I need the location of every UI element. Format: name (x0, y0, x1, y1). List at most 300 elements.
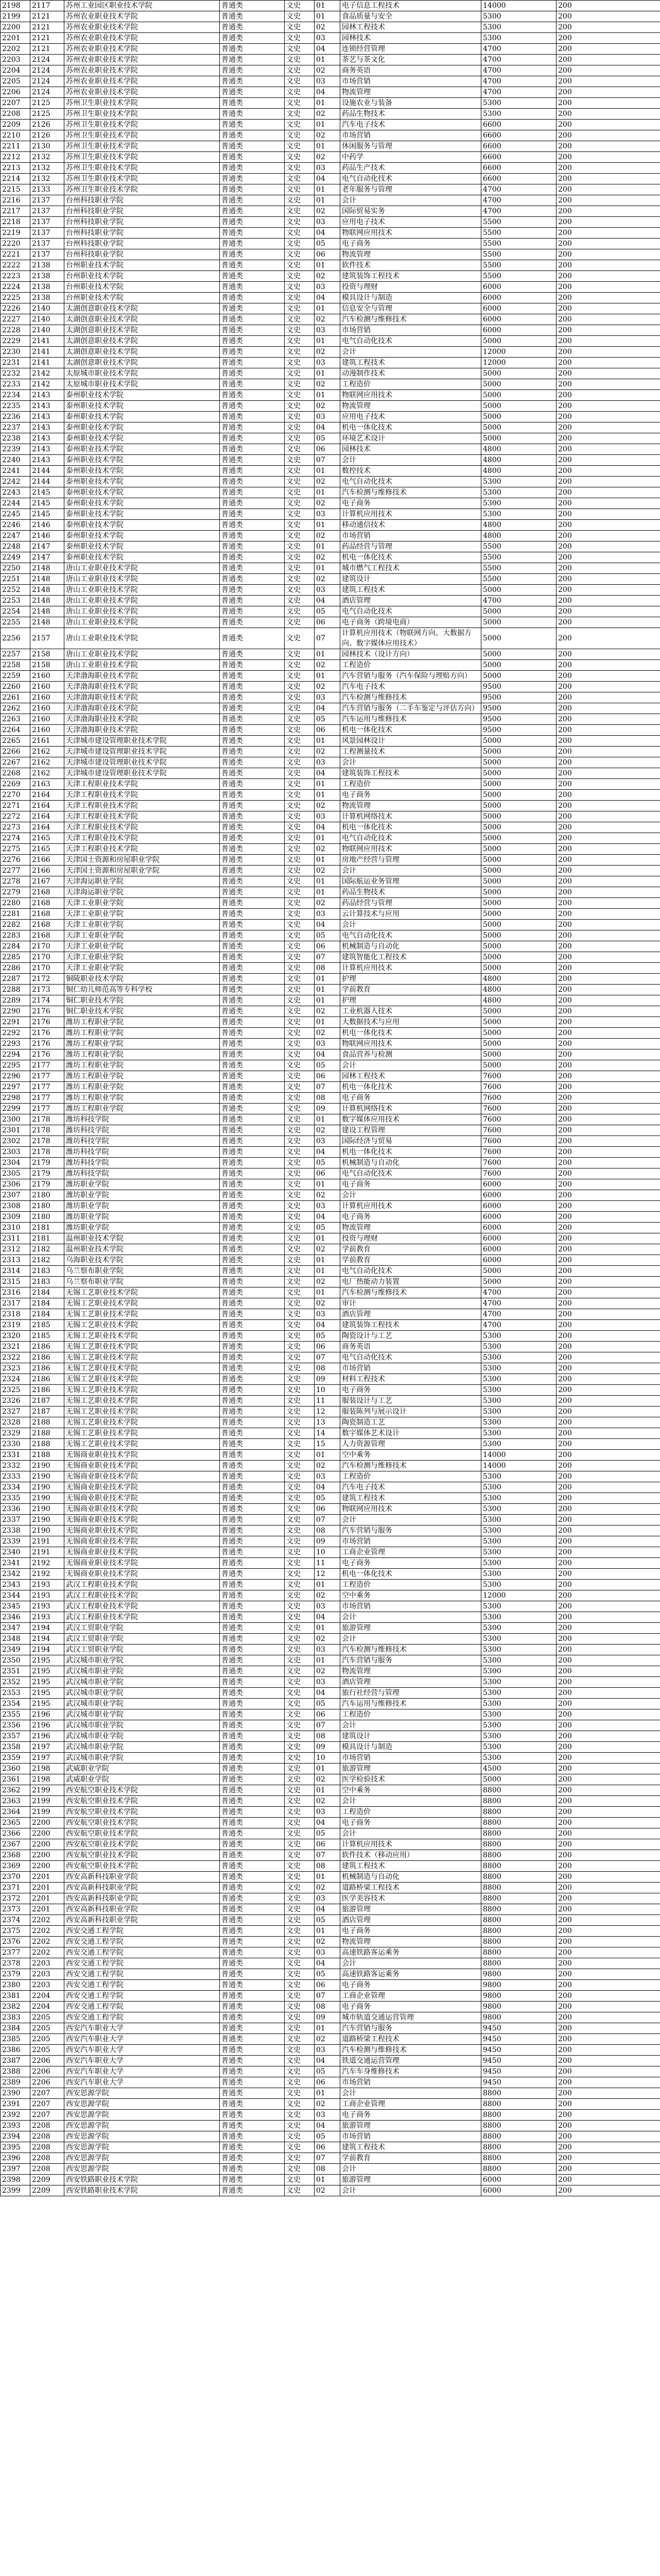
school-code-cell: 2208 (30, 2164, 64, 2175)
plan-count-cell: 200 (557, 779, 660, 790)
table-row (1, 1720, 660, 1731)
category-cell: 文史 (285, 995, 315, 1006)
tuition-cell: 7600 (481, 1071, 557, 1082)
school-name-cell: 铜仁职业技术学院 (64, 995, 220, 1006)
seq-cell: 2366 (1, 1828, 30, 1839)
school-name-cell: 武汉城市职业学院 (64, 1666, 220, 1677)
plan-count-cell: 200 (557, 368, 660, 379)
plan-type-cell: 普通类 (220, 1969, 285, 1980)
tuition-cell: 6000 (481, 293, 557, 303)
category-cell: 文史 (285, 347, 315, 358)
school-name-cell: 武汉工程职业技术学院 (64, 1601, 220, 1612)
tuition-cell: 5500 (481, 563, 557, 574)
school-name-cell: 潍坊职业学院 (64, 1179, 220, 1190)
major-code-cell: 03 (315, 585, 340, 596)
plan-type-cell: 普通类 (220, 152, 285, 163)
major-name-cell: 数控技术 (340, 466, 481, 477)
plan-count-cell: 200 (557, 1461, 660, 1471)
tuition-cell: 4800 (481, 531, 557, 541)
school-code-cell: 2137 (30, 217, 64, 228)
table-row (1, 1342, 660, 1352)
category-cell: 文史 (285, 1645, 315, 1655)
plan-type-cell: 普通类 (220, 466, 285, 477)
table-row (1, 1688, 660, 1699)
school-name-cell: 潍坊科技学院 (64, 1136, 220, 1147)
school-code-cell: 2193 (30, 1590, 64, 1601)
tuition-cell: 8800 (481, 1872, 557, 1883)
table-row (1, 1017, 660, 1028)
seq-cell: 2329 (1, 1428, 30, 1439)
school-name-cell: 潍坊科技学院 (64, 1125, 220, 1136)
tuition-cell: 5300 (481, 498, 557, 509)
school-code-cell: 2132 (30, 174, 64, 184)
major-name-cell: 电气自动化技术 (340, 833, 481, 844)
plan-type-cell: 普通类 (220, 206, 285, 217)
tuition-cell: 5000 (481, 412, 557, 422)
major-name-cell: 会计 (340, 1515, 481, 1526)
seq-cell: 2292 (1, 1028, 30, 1039)
plan-count-cell: 200 (557, 714, 660, 725)
category-cell: 文史 (285, 2056, 315, 2066)
table-row (1, 1634, 660, 1645)
table-row (1, 1980, 660, 1991)
major-code-cell: 03 (315, 1601, 340, 1612)
tuition-cell: 5300 (481, 1558, 557, 1569)
category-cell: 文史 (285, 1461, 315, 1471)
major-name-cell: 建筑智能化工程技术 (340, 952, 481, 963)
category-cell: 文史 (285, 1947, 315, 1958)
tuition-cell: 4700 (481, 65, 557, 76)
tuition-cell: 5000 (481, 757, 557, 768)
plan-type-cell: 普通类 (220, 2099, 285, 2110)
tuition-cell: 5500 (481, 574, 557, 585)
school-code-cell: 2137 (30, 206, 64, 217)
table-row (1, 1266, 660, 1277)
major-name-cell: 机械制造与自动化 (340, 1872, 481, 1883)
tuition-cell: 5000 (481, 1017, 557, 1028)
seq-cell: 2247 (1, 531, 30, 541)
category-cell: 文史 (285, 574, 315, 585)
table-row (1, 2175, 660, 2185)
plan-count-cell: 200 (557, 1688, 660, 1699)
seq-cell: 2253 (1, 596, 30, 606)
plan-type-cell: 普通类 (220, 1028, 285, 1039)
seq-cell: 2328 (1, 1417, 30, 1428)
major-name-cell: 建筑工程技术 (340, 585, 481, 596)
major-name-cell: 设施农业与装备 (340, 98, 481, 109)
tuition-cell: 7600 (481, 1093, 557, 1104)
plan-type-cell: 普通类 (220, 358, 285, 368)
plan-type-cell: 普通类 (220, 22, 285, 33)
plan-count-cell: 200 (557, 552, 660, 563)
category-cell: 文史 (285, 909, 315, 920)
tuition-cell: 5000 (481, 671, 557, 682)
school-name-cell: 无锡工艺职业技术学院 (64, 1320, 220, 1331)
table-row (1, 2088, 660, 2099)
seq-cell: 2252 (1, 585, 30, 596)
major-name-cell: 商务英语 (340, 1342, 481, 1352)
category-cell: 文史 (285, 1818, 315, 1828)
tuition-cell: 8800 (481, 2153, 557, 2164)
table-row (1, 487, 660, 498)
school-code-cell: 2164 (30, 822, 64, 833)
category-cell: 文史 (285, 293, 315, 303)
school-code-cell: 2133 (30, 184, 64, 195)
category-cell: 文史 (285, 1590, 315, 1601)
school-name-cell: 天津渤海职业技术学院 (64, 714, 220, 725)
school-name-cell: 西安思源学院 (64, 2131, 220, 2142)
category-cell: 文史 (285, 2099, 315, 2110)
major-name-cell: 空中乘务 (340, 1590, 481, 1601)
plan-type-cell: 普通类 (220, 1450, 285, 1461)
school-name-cell: 苏州卫生职业技术学院 (64, 98, 220, 109)
plan-count-cell: 200 (557, 1, 660, 11)
school-name-cell: 台州科技职业学院 (64, 206, 220, 217)
seq-cell: 2216 (1, 195, 30, 206)
major-name-cell: 工程造价 (340, 1807, 481, 1818)
seq-cell: 2232 (1, 368, 30, 379)
plan-count-cell: 200 (557, 1374, 660, 1385)
school-name-cell: 武汉城市职业学院 (64, 1677, 220, 1688)
major-code-cell: 04 (315, 293, 340, 303)
table-row (1, 314, 660, 325)
school-code-cell: 2200 (30, 1839, 64, 1850)
plan-count-cell: 200 (557, 1136, 660, 1147)
major-code-cell: 02 (315, 130, 340, 141)
school-code-cell: 2163 (30, 779, 64, 790)
major-code-cell: 03 (315, 412, 340, 422)
seq-cell: 2228 (1, 325, 30, 336)
category-cell: 文史 (285, 2164, 315, 2175)
major-name-cell: 模具设计与制造 (340, 1742, 481, 1753)
major-code-cell: 05 (315, 1915, 340, 1926)
tuition-cell: 9450 (481, 2077, 557, 2088)
school-name-cell: 潍坊工程职业学院 (64, 1104, 220, 1114)
school-name-cell: 无锡工艺职业技术学院 (64, 1309, 220, 1320)
school-name-cell: 武汉城市职业学院 (64, 1731, 220, 1742)
school-code-cell: 2141 (30, 358, 64, 368)
table-row (1, 1233, 660, 1244)
plan-type-cell: 普通类 (220, 444, 285, 455)
major-code-cell: 06 (315, 941, 340, 952)
major-code-cell: 05 (315, 1969, 340, 1980)
major-code-cell: 01 (315, 2088, 340, 2099)
major-code-cell: 10 (315, 1753, 340, 1764)
seq-cell: 2207 (1, 98, 30, 109)
seq-cell: 2358 (1, 1742, 30, 1753)
plan-count-cell: 200 (557, 1363, 660, 1374)
table-row (1, 855, 660, 866)
plan-type-cell: 普通类 (220, 260, 285, 271)
category-cell: 文史 (285, 249, 315, 260)
major-code-cell: 02 (315, 866, 340, 876)
table-row (1, 184, 660, 195)
seq-cell: 2340 (1, 1547, 30, 1558)
seq-cell: 2225 (1, 293, 30, 303)
school-code-cell: 2207 (30, 2099, 64, 2110)
seq-cell: 2277 (1, 866, 30, 876)
table-row (1, 909, 660, 920)
seq-cell: 2297 (1, 1082, 30, 1093)
plan-count-cell: 200 (557, 1742, 660, 1753)
school-name-cell: 天津渤海职业技术学院 (64, 703, 220, 714)
school-name-cell: 武汉工程职业技术学院 (64, 1590, 220, 1601)
seq-cell: 2244 (1, 498, 30, 509)
major-code-cell: 02 (315, 1028, 340, 1039)
tuition-cell: 6000 (481, 1179, 557, 1190)
school-name-cell: 台州科技职业学院 (64, 195, 220, 206)
school-code-cell: 2197 (30, 1742, 64, 1753)
tuition-cell: 5000 (481, 1049, 557, 1060)
plan-count-cell: 200 (557, 1190, 660, 1201)
plan-type-cell: 普通类 (220, 1850, 285, 1861)
school-code-cell: 2125 (30, 98, 64, 109)
school-name-cell: 唐山工业职业技术学院 (64, 606, 220, 617)
major-code-cell: 06 (315, 2142, 340, 2153)
category-cell: 文史 (285, 130, 315, 141)
plan-type-cell: 普通类 (220, 995, 285, 1006)
major-name-cell: 电子商务（跨境电商） (340, 617, 481, 628)
major-name-cell: 模具设计与制造 (340, 293, 481, 303)
school-name-cell: 西安汽车职业大学 (64, 2045, 220, 2056)
tuition-cell: 12000 (481, 347, 557, 358)
school-code-cell: 2196 (30, 1709, 64, 1720)
major-name-cell: 空中乘务 (340, 1785, 481, 1796)
table-row (1, 811, 660, 822)
category-cell: 文史 (285, 1277, 315, 1287)
major-code-cell: 02 (315, 898, 340, 909)
category-cell: 文史 (285, 152, 315, 163)
plan-type-cell: 普通类 (220, 1309, 285, 1320)
table-row (1, 725, 660, 736)
category-cell: 文史 (285, 206, 315, 217)
major-code-cell: 05 (315, 1699, 340, 1709)
seq-cell: 2388 (1, 2066, 30, 2077)
school-code-cell: 2183 (30, 1277, 64, 1287)
school-code-cell: 2193 (30, 1601, 64, 1612)
tuition-cell: 9800 (481, 1991, 557, 2002)
plan-count-cell: 200 (557, 1623, 660, 1634)
plan-type-cell: 普通类 (220, 866, 285, 876)
major-code-cell: 05 (315, 930, 340, 941)
table-row (1, 498, 660, 509)
table-row (1, 606, 660, 617)
plan-type-cell: 普通类 (220, 1331, 285, 1342)
table-row (1, 1558, 660, 1569)
plan-count-cell: 200 (557, 1417, 660, 1428)
major-code-cell: 05 (315, 433, 340, 444)
major-name-cell: 汽车检测与维修技术 (340, 1287, 481, 1298)
table-row (1, 747, 660, 757)
school-name-cell: 温州职业技术学院 (64, 1244, 220, 1255)
plan-type-cell: 普通类 (220, 433, 285, 444)
school-code-cell: 2207 (30, 2110, 64, 2121)
plan-type-cell: 普通类 (220, 2088, 285, 2099)
major-code-cell: 01 (315, 649, 340, 660)
plan-count-cell: 200 (557, 444, 660, 455)
plan-type-cell: 普通类 (220, 628, 285, 649)
school-name-cell: 泰州职业技术学院 (64, 487, 220, 498)
category-cell: 文史 (285, 1839, 315, 1850)
school-code-cell: 2182 (30, 1244, 64, 1255)
school-name-cell: 泰州职业技术学院 (64, 552, 220, 563)
seq-cell: 2299 (1, 1104, 30, 1114)
seq-cell: 2246 (1, 520, 30, 531)
school-code-cell: 2204 (30, 1991, 64, 2002)
tuition-cell: 5300 (481, 1439, 557, 1450)
category-cell: 文史 (285, 1601, 315, 1612)
table-row (1, 141, 660, 152)
plan-count-cell: 200 (557, 33, 660, 44)
major-code-cell: 04 (315, 2121, 340, 2131)
tuition-cell: 5000 (481, 649, 557, 660)
major-code-cell: 04 (315, 596, 340, 606)
major-code-cell: 09 (315, 1104, 340, 1114)
major-code-cell: 04 (315, 87, 340, 98)
seq-cell: 2356 (1, 1720, 30, 1731)
plan-type-cell: 普通类 (220, 1958, 285, 1969)
plan-type-cell: 普通类 (220, 412, 285, 422)
category-cell: 文史 (285, 1688, 315, 1699)
tuition-cell: 7600 (481, 1125, 557, 1136)
table-row (1, 1893, 660, 1904)
seq-cell: 2374 (1, 1915, 30, 1926)
seq-cell: 2316 (1, 1287, 30, 1298)
seq-cell: 2327 (1, 1406, 30, 1417)
table-row (1, 422, 660, 433)
category-cell: 文史 (285, 2110, 315, 2121)
major-code-cell: 02 (315, 1883, 340, 1893)
school-code-cell: 2173 (30, 985, 64, 995)
tuition-cell: 7600 (481, 1114, 557, 1125)
category-cell: 文史 (285, 757, 315, 768)
tuition-cell: 5300 (481, 1688, 557, 1699)
table-row (1, 682, 660, 692)
school-name-cell: 西安交通工程学院 (64, 1926, 220, 1937)
plan-type-cell: 普通类 (220, 1493, 285, 1504)
major-name-cell: 计算机网络技术 (340, 811, 481, 822)
plan-type-cell: 普通类 (220, 747, 285, 757)
school-code-cell: 2208 (30, 2142, 64, 2153)
major-code-cell: 01 (315, 1287, 340, 1298)
tuition-cell: 6600 (481, 120, 557, 130)
major-name-cell: 工程测量技术 (340, 747, 481, 757)
table-row (1, 260, 660, 271)
major-name-cell: 工商企业管理 (340, 1991, 481, 2002)
seq-cell: 2320 (1, 1331, 30, 1342)
plan-count-cell: 200 (557, 866, 660, 876)
category-cell: 文史 (285, 1352, 315, 1363)
seq-cell: 2243 (1, 487, 30, 498)
seq-cell: 2365 (1, 1818, 30, 1828)
tuition-cell: 5000 (481, 401, 557, 412)
seq-cell: 2288 (1, 985, 30, 995)
major-code-cell: 03 (315, 358, 340, 368)
major-code-cell: 07 (315, 1720, 340, 1731)
tuition-cell: 12000 (481, 1590, 557, 1601)
school-name-cell: 天津工业职业学院 (64, 952, 220, 963)
major-code-cell: 06 (315, 1839, 340, 1850)
school-name-cell: 西安汽车职业大学 (64, 2056, 220, 2066)
plan-type-cell: 普通类 (220, 1223, 285, 1233)
major-code-cell: 01 (315, 887, 340, 898)
major-code-cell: 02 (315, 2099, 340, 2110)
school-name-cell: 西安汽车职业大学 (64, 2023, 220, 2034)
plan-type-cell: 普通类 (220, 1699, 285, 1709)
table-row (1, 2002, 660, 2012)
seq-cell: 2376 (1, 1937, 30, 1947)
school-code-cell: 2148 (30, 574, 64, 585)
seq-cell: 2259 (1, 671, 30, 682)
table-row (1, 1753, 660, 1764)
school-name-cell: 无锡商业职业技术学院 (64, 1504, 220, 1515)
school-code-cell: 2124 (30, 55, 64, 65)
school-code-cell: 2178 (30, 1136, 64, 1147)
major-name-cell: 电子商务 (340, 1980, 481, 1991)
school-name-cell: 无锡工艺职业技术学院 (64, 1406, 220, 1417)
category-cell: 文史 (285, 1785, 315, 1796)
major-code-cell: 11 (315, 1396, 340, 1406)
plan-count-cell: 200 (557, 509, 660, 520)
tuition-cell: 6000 (481, 2175, 557, 2185)
plan-type-cell: 普通类 (220, 1, 285, 11)
major-name-cell: 工商企业管理 (340, 2099, 481, 2110)
table-row (1, 1331, 660, 1342)
school-name-cell: 西安交通工程学院 (64, 1980, 220, 1991)
major-name-cell: 物流管理 (340, 249, 481, 260)
tuition-cell: 5000 (481, 1028, 557, 1039)
plan-count-cell: 200 (557, 1125, 660, 1136)
major-code-cell: 07 (315, 1850, 340, 1861)
major-code-cell: 02 (315, 1461, 340, 1471)
table-row (1, 1158, 660, 1168)
major-code-cell: 02 (315, 401, 340, 412)
school-code-cell: 2167 (30, 876, 64, 887)
major-name-cell: 医学检验技术 (340, 1774, 481, 1785)
school-name-cell: 铜仁幼儿师范高等专科学校 (64, 985, 220, 995)
tuition-cell: 5000 (481, 433, 557, 444)
major-code-cell: 05 (315, 1060, 340, 1071)
seq-cell: 2331 (1, 1450, 30, 1461)
category-cell: 文史 (285, 1, 315, 11)
category-cell: 文史 (285, 1504, 315, 1515)
category-cell: 文史 (285, 55, 315, 65)
school-name-cell: 潍坊科技学院 (64, 1168, 220, 1179)
tuition-cell: 5000 (481, 1039, 557, 1049)
category-cell: 文史 (285, 163, 315, 174)
tuition-cell: 6600 (481, 141, 557, 152)
tuition-cell: 5300 (481, 1753, 557, 1764)
table-row (1, 217, 660, 228)
tuition-cell: 8800 (481, 1937, 557, 1947)
category-cell: 文史 (285, 822, 315, 833)
major-code-cell: 02 (315, 1244, 340, 1255)
major-code-cell: 04 (315, 1904, 340, 1915)
category-cell: 文史 (285, 736, 315, 747)
seq-cell: 2317 (1, 1298, 30, 1309)
seq-cell: 2325 (1, 1385, 30, 1396)
major-name-cell: 建设工程管理 (340, 1125, 481, 1136)
table-row (1, 779, 660, 790)
school-code-cell: 2146 (30, 531, 64, 541)
school-code-cell: 2188 (30, 1439, 64, 1450)
category-cell: 文史 (285, 433, 315, 444)
seq-cell: 2254 (1, 606, 30, 617)
major-name-cell: 学前教育 (340, 1255, 481, 1266)
plan-type-cell: 普通类 (220, 1277, 285, 1287)
table-row (1, 1764, 660, 1774)
major-name-cell: 机电一体化技术 (340, 1028, 481, 1039)
